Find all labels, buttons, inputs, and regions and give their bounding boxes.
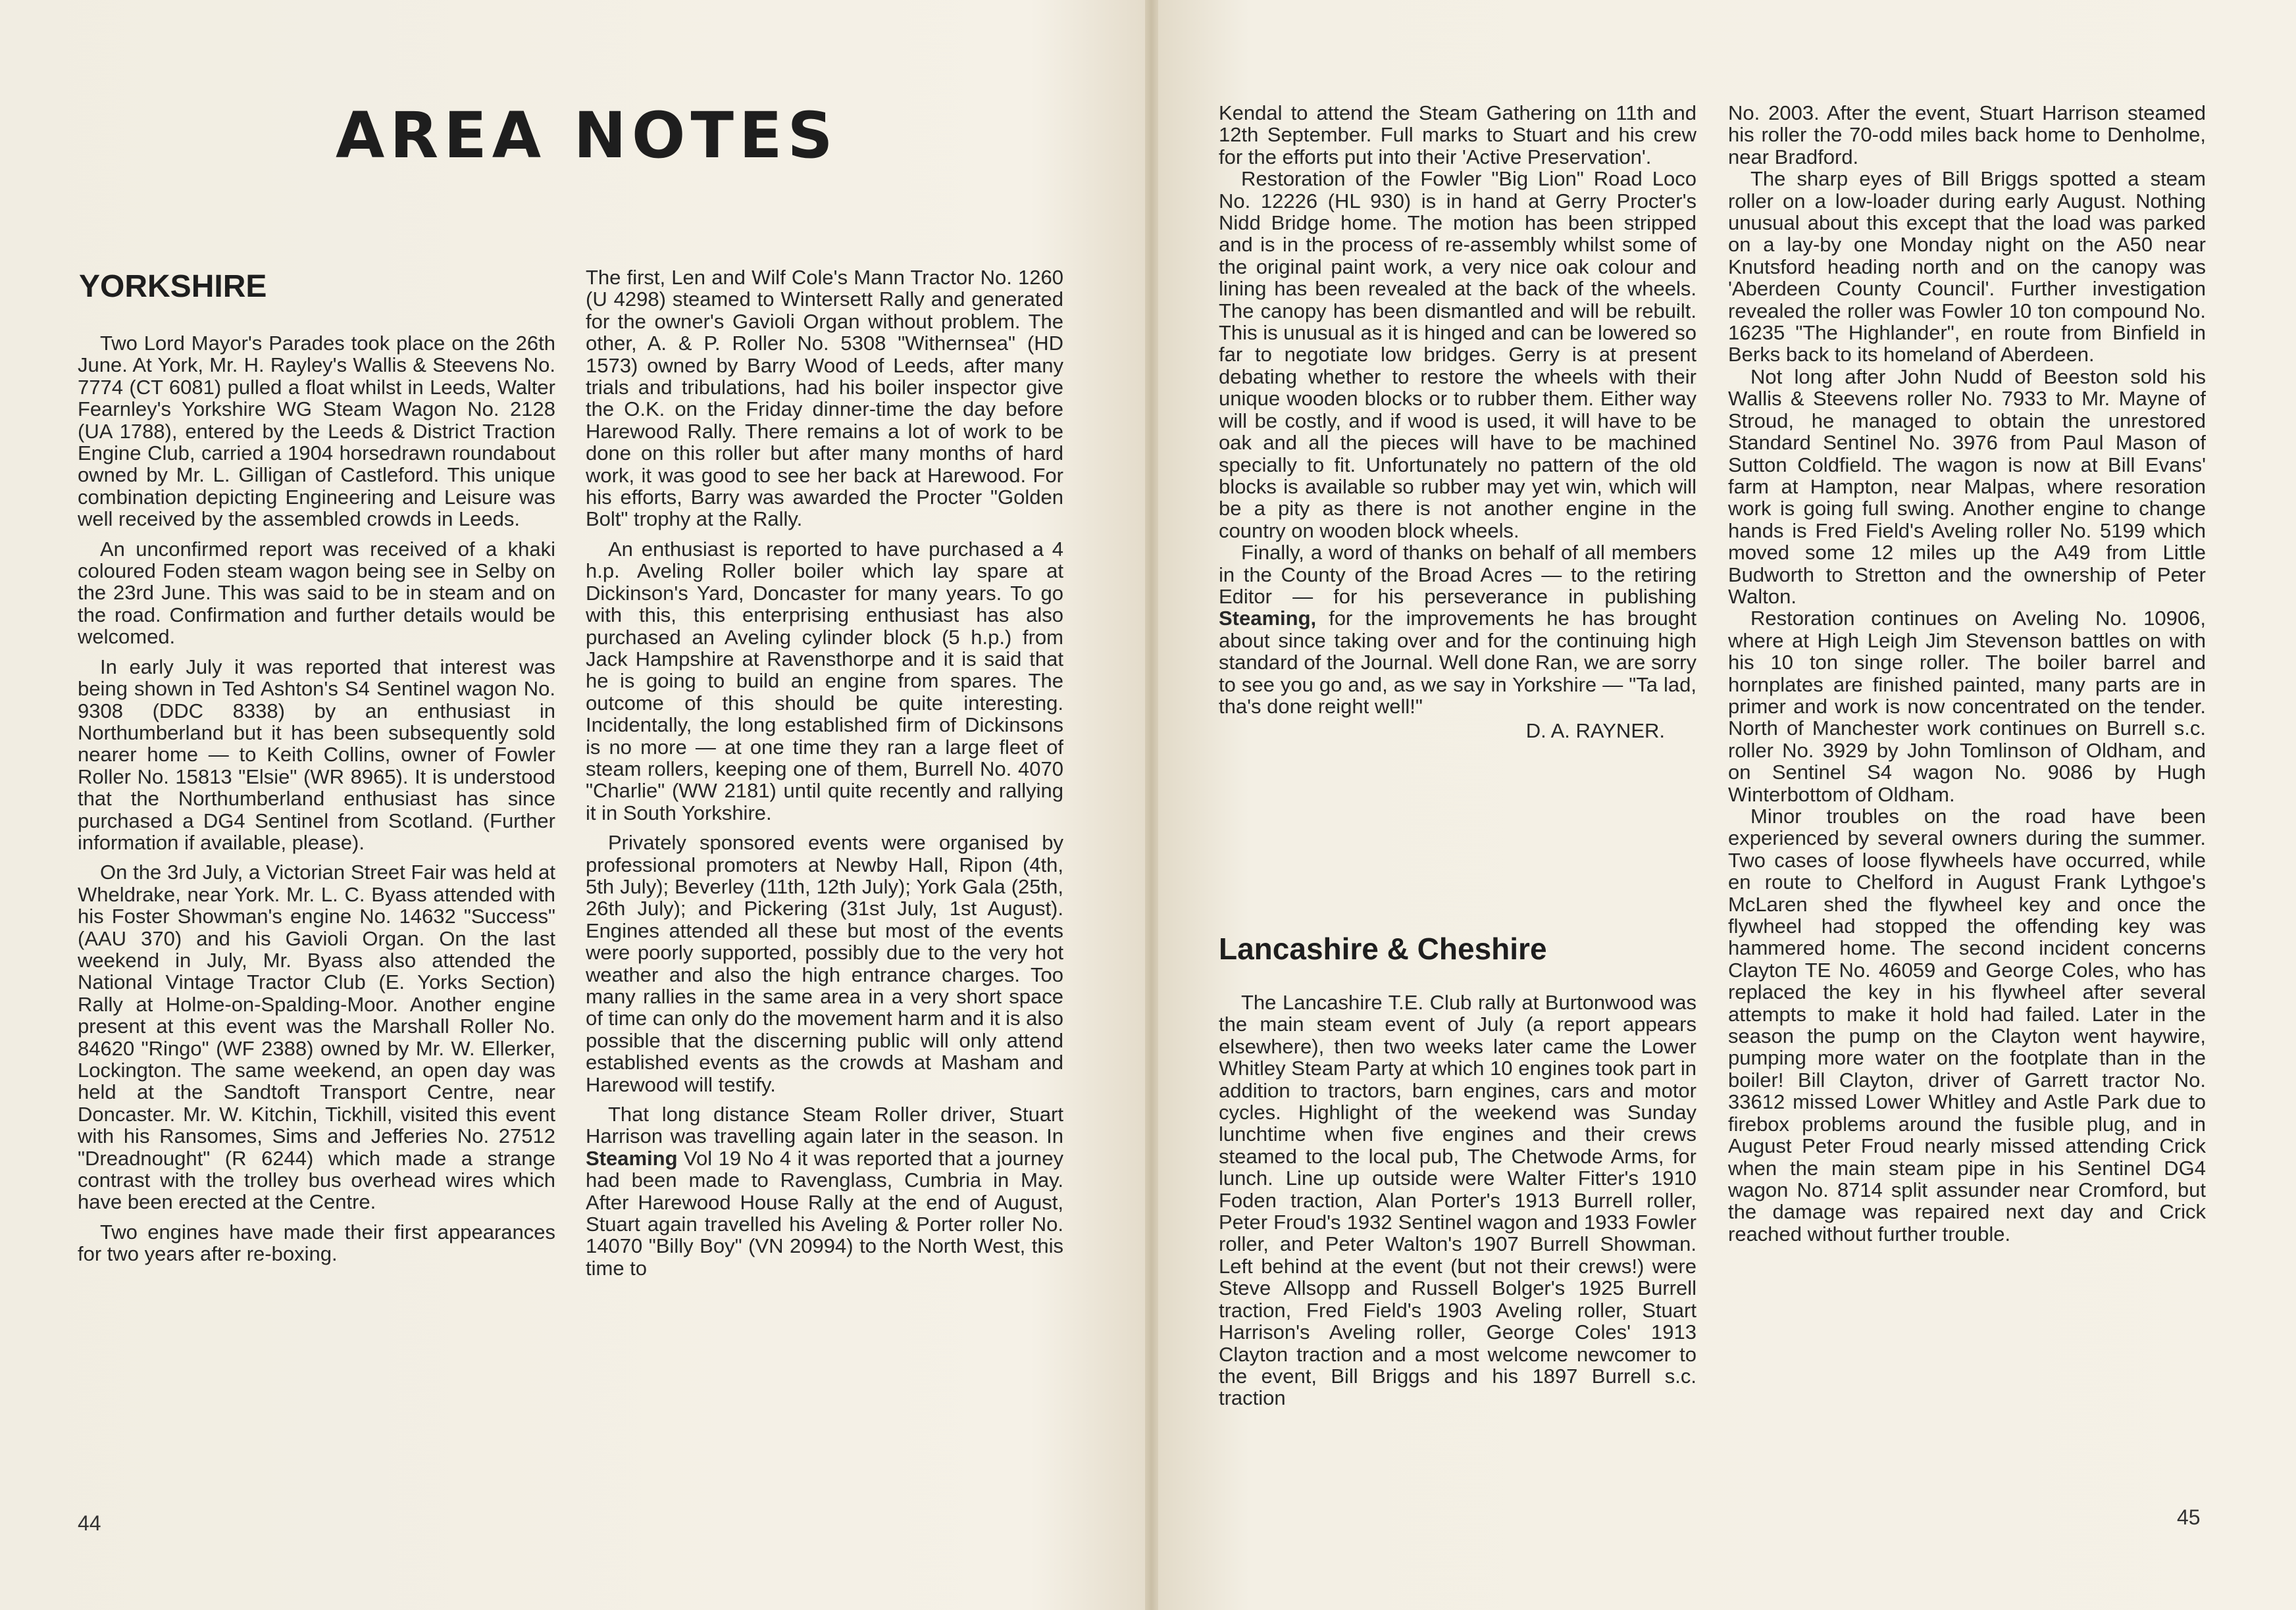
paragraph: Kendal to attend the Steam Gathering on 11th and 12th September. Full marks to Stuart and his crew for the efforts put into their 'Active Preservation'. — [1219, 102, 1696, 168]
paragraph: An unconfirmed report was received of a khaki coloured Foden steam wagon being see in Selby on the 23rd June. This was said to be in steam and on the road. Confirmation and further details would be welcomed. — [78, 537, 555, 649]
left-column-1 — [78, 332, 555, 1484]
text-run: That long distance Steam Roller driver, Stuart Harrison was travelling again later in the season. In — [586, 1103, 1063, 1148]
text-run: Finally, a word of thanks on behalf of all members in the County of the Broad Acres — to the retiring Editor — for his perseverance in publishing — [1219, 541, 1696, 608]
magazine-title: Steaming — [586, 1146, 678, 1170]
paragraph: Two Lord Mayor's Parades took place on the 26th June. At York, Mr. H. Rayley's Wallis & Steevens No. 7774 (CT 6081) pulled a float whilst in Leeds, Walter Fearnley's Yorkshire WG Steam Wagon No. 2128 (UA 1788), entered by the Leeds & District Traction Engine Club, carried a 1904 horsedrawn roundabout owned by Mr. L. Gilligan of Castleford. This unique combination depicting Engineering and Leisure was well received by the assembled crowds in Leeds. — [78, 332, 555, 531]
paragraph: Not long after John Nudd of Beeston sold his Wallis & Steevens roller No. 7933 to Mr. Mayne of Stroud, he managed to obtain the unrestored Standard Sentinel No. 3976 from Paul Mason of Sutton Coldfield. The wagon is now at Bill Evans' farm at Hampton, near Malpas, where resoration work is going full swing. Another engine to change hands is Fred Field's Aveling roller No. 5199 which moved some 12 miles up the A49 from Little Budworth to Stretton and the ownership of Peter Walton. — [1728, 365, 2206, 608]
right-column-2 — [1728, 102, 2206, 1490]
text-run: Vol 19 No 4 it was reported that a journey had been made to Ravenglass, Cumbria in May. After Harewood House Rally at the end of August, Stuart again travelled his Aveling & Porter roller No. 14070 "Billy Boy" (VN 20994) to the North West, this time to — [586, 1146, 1063, 1280]
page-number-left: 44 — [78, 1511, 101, 1535]
paragraph: An enthusiast is reported to have purchased a 4 h.p. Aveling Roller boiler which lay spare at Dickinson's Yard, Doncaster for many years. To go with this, this enterprising enthusiast has also purchased an Aveling cylinder block (5 h.p.) from Jack Hampshire at Ravensthorpe and it is said that he is going to build an engine from spares. The outcome of this should be quite interesting. Incidentally, the long established firm of Dickinsons is no more — at one time they ran a large fleet of steam rollers, keeping one of them, Burrell No. 4070 "Charlie" (WW 2181) until quite recently and rallying it in South Yorkshire. — [586, 537, 1063, 824]
right-column-1-bottom — [1219, 992, 1696, 1492]
paragraph: On the 3rd July, a Victorian Street Fair was held at Wheldrake, near York. Mr. L. C. Byass attended with his Foster Showman's engine No. 14632 "Success" (AAU 370) and his Gavioli Organ. On the last weekend in July, Mr. Byass also attended the National Vintage Tractor Club (E. Yorks Section) Rally at Holme-on-Spalding-Moor. Another engine present at this event was the Marshall Roller No. 84620 "Ringo" (WF 2388) owned by Mr. W. Ellerker, Lockington. The same weekend, an open day was held at the Sandtoft Transport Centre, near Doncaster. Mr. W. Kitchin, Tickhill, visited this event with his Ransomes, Sims and Jefferies No. 27512 "Dreadnought" (R 6244) which made a strange contrast with the trolley bus overhead wires which have been erected at the Centre. — [78, 861, 555, 1214]
paragraph: Restoration of the Fowler "Big Lion" Road Loco No. 12226 (HL 930) is in hand at Gerry Procter's Nidd Bridge home. The motion has been stripped and is in the process of re-assembly whilst some of the original paint work, a very nice oak colour and lining has been revealed at the back of the wheels. The canopy has been dismantled and will be rebuilt. This is unusual as it is hinged and can be lowered so far to negotiate low bridges. Gerry is at present debating whether to restore the wheels with their unique wooden blocks or to rubber them. Either way will be costly, and if wood is used, it will have to be oak and all the pieces will have to be machined specially to fit. Unfortunately no pattern of the old blocks is available so rubber may yet win, which will be a pity as there is not another engine in the country on wooden block wheels. — [1219, 167, 1696, 542]
paragraph — [1219, 541, 1696, 717]
magazine-title: Steaming, — [1219, 607, 1317, 630]
page-number-right: 45 — [2177, 1505, 2201, 1529]
section-heading-lancashire: Lancashire & Cheshire — [1219, 932, 1547, 966]
right-column-1-top — [1219, 102, 1696, 915]
paragraph: Privately sponsored events were organised by professional promoters at Newby Hall, Ripon (4th, 5th July); Beverley (11th, 12th July); York Gala (25th, 26th July); and Pickering (31st July, 1st August). Engines attended all these but most of the events were poorly supported, possibly due to the very hot weather and also the high entrance charges. Too many rallies in the same area in a very short space of time can only do the movement harm and it is also possible that the discerning public will only attend established events as the crowds at Masham and Harewood will testify. — [586, 831, 1063, 1096]
paragraph: Restoration continues on Aveling No. 10906, where at High Leigh Jim Stevenson battles on with his 10 ton singe roller. The boiler barrel and hornplates are finished painted, many parts are in primer and work is now concentrated on the tender. North of Manchester work continues on Burrell s.c. roller No. 3929 by John Tomlinson of Oldham, and on Sentinel S4 wagon No. 9086 by Hugh Winterbottom of Oldham. — [1728, 607, 2206, 806]
paragraph: Minor troubles on the road have been experienced by several owners during the summer. Two cases of loose flywheels have occurred, while en route to Chelford in August Frank Lythgoe's McLaren shed the flywheel key and once the flywheel had stopped the offending key was hammered home. The second incident concerns Clayton TE No. 46059 and George Coles, who has replaced the key in his flywheel after several attempts to make it hold had failed. Later in the season the pump on the Clayton went haywire, pumping more water on the footplate than in the boiler! Bill Clayton, driver of Garrett tractor No. 33612 missed Lower Whitley and Astle Park due to firebox problems around the fusible plug, and in August Peter Froud nearly missed attending Crick when the main steam pipe in his Sentinel DG4 wagon No. 8714 split assunder near Cromford, but the damage was repaired next day and Crick reached without further trouble. — [1728, 805, 2206, 1245]
paragraph — [586, 1103, 1063, 1279]
section-heading-yorkshire: YORKSHIRE — [79, 269, 267, 304]
book-spine — [1145, 0, 1158, 1610]
text-run: for the improvements he has brought about since taking over and for the continuing high standard of the Journal. Well done Ran, we are sorry to see you go and, as we say in Yorkshire — "Ta lad, tha's done reight well!" — [1219, 607, 1696, 718]
paragraph: No. 2003. After the event, Stuart Harrison steamed his roller the 70-odd miles back home to Denholme, near Bradford. — [1728, 102, 2206, 168]
paragraph: The first, Len and Wilf Cole's Mann Tractor No. 1260 (U 4298) steamed to Wintersett Rally and generated for the owner's Gavioli Organ without problem. The other, A. & P. Roller No. 5308 "Withernsea" (HD 1573) owned by Barry Wood of Leeds, after many trials and tribulations, had his boiler inspector give the O.K. on the Friday dinner-time the day before Harewood Rally. There remains a lot of work to be done on this roller but after many months of hard work, it was good to see her back at Harewood. For his efforts, Barry was awarded the Procter "Golden Bolt" trophy at the Rally. — [586, 266, 1063, 531]
paragraph: The Lancashire T.E. Club rally at Burtonwood was the main steam event of July (a report appears elsewhere), then two weeks later came the Lower Whitley Steam Party at which 10 engines took part in addition to tractors, barn engines, cars and motor cycles. Highlight of the weekend was Sunday lunchtime when five engines and their crews steamed to the local pub, The Chetwode Arms, for lunch. Line up outside were Walter Fitter's 1910 Foden traction, Alan Porter's 1913 Burrell roller, Peter Froud's 1932 Sentinel wagon and 1933 Fowler roller, and Peter Walton's 1907 Burrell Showman. Left behind at the event (but not their crews!) were Steve Allsopp and Russell Bolger's 1925 Burrell traction, Fred Field's 1903 Aveling roller, Stuart Harrison's Aveling roller, George Coles' 1913 Clayton traction and a most welcome newcomer to the event, Bill Briggs and his 1897 Burrell s.c. traction — [1219, 992, 1696, 1410]
left-column-2 — [586, 266, 1063, 1490]
paragraph: In early July it was reported that interest was being shown in Ted Ashton's S4 Sentinel wagon No. 9308 (DDC 8338) by an enthusiast in Northumberland but it has been subsequently sold nearer home — to Keith Collins, owner of Fowler Roller No. 15813 "Elsie" (WR 8965). It is understood that the Northumberland enthusiast has since purchased a DG4 Sentinel from Scotland. (Further information if available, please). — [78, 655, 555, 854]
paragraph: Two engines have made their first appearances for two years after re-boxing. — [78, 1220, 555, 1266]
author-signature: D. A. RAYNER. — [1525, 719, 1665, 743]
paragraph: The sharp eyes of Bill Briggs spotted a steam roller on a low-loader during early August. Nothing unusual about this except that the load was parked on a lay-by one Monday night on the A50 near Knutsford heading north and on the canopy was 'Aberdeen County Council'. Further investigation revealed the roller was Fowler 10 ton compound No. 16235 "The Highlander", en route from Binfield in Berks back to its homeland of Aberdeen. — [1728, 167, 2206, 366]
masthead-title: AREA NOTES — [336, 99, 838, 172]
